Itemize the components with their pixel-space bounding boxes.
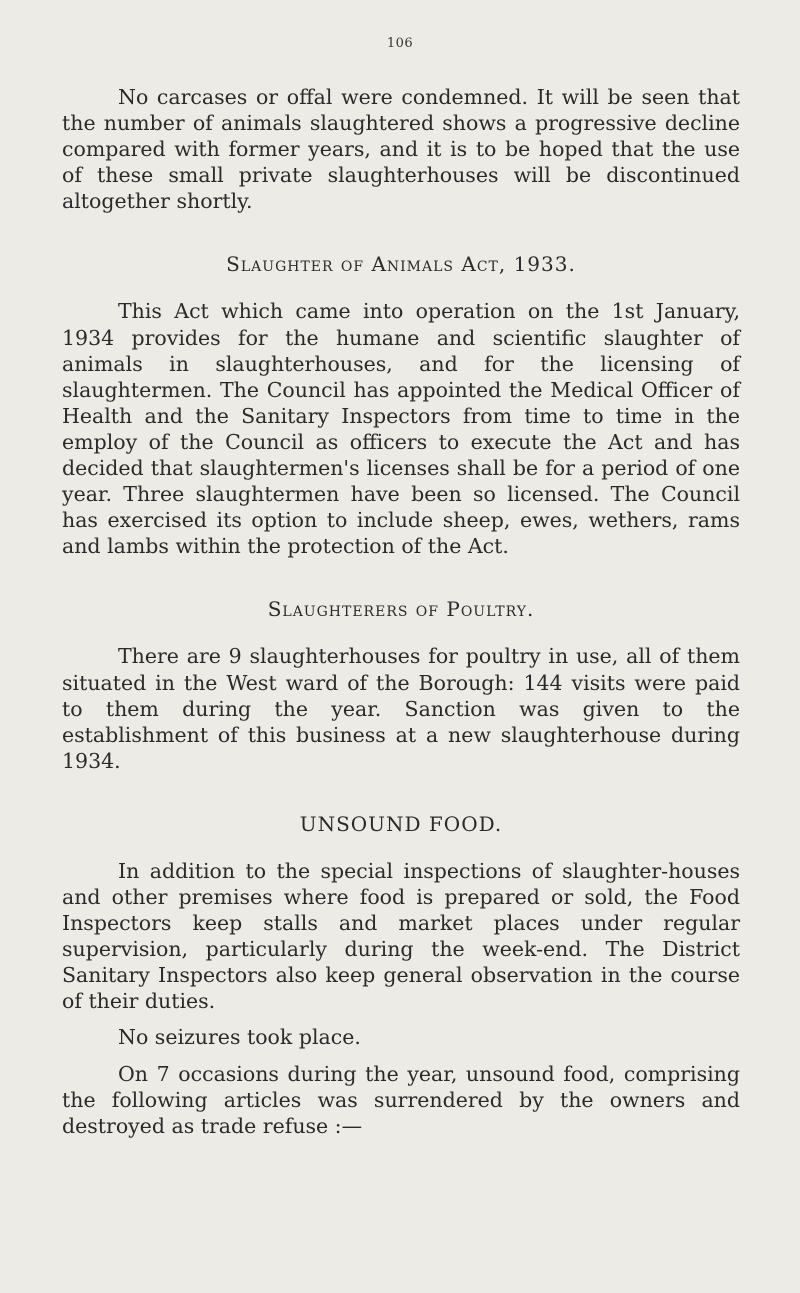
unsound-food-paragraph: In addition to the special inspections of slaughter-houses and other premises where food is prepared or sold, the Food Inspectors keep stalls and market places under regular supervision, particularly during the week-end. The District Sanitary Inspectors also keep general observation in the course of their duties. xyxy=(62,858,740,1014)
intro-paragraph: No carcases or offal were condemned. It will be seen that the number of animals slaughtered shows a progressive decline compared with former years, and it is to be hoped that the use of these small private slaughterhouses will be discontinued altogether shortly. xyxy=(62,85,740,214)
poultry-paragraph: There are 9 slaughterhouses for poultry in use, all of them situated in the West ward of the Borough: 144 visits were paid to them during the year. Sanction was given to the establishment of this business at a new slaughterhouse during 1934. xyxy=(62,644,740,773)
slaughter-act-paragraph: This Act which came into operation on the 1st January, 1934 provides for the humane and scientific slaughter of animals in slaughterhouses, and for the licensing of slaughtermen. The Council has appointed the Medical Officer of Health and the Sanitary Inspectors from time to time in the employ of the Council as officers to execute the Act and has decided that slaughtermen's licenses shall be for a period of one year. Three slaughtermen have been so licensed. The Council has exercised its option to include sheep, ewes, wethers, rams and lambs within the protection of the Act. xyxy=(62,299,740,559)
poultry-heading: Slaughterers of Poultry. xyxy=(267,597,535,622)
surrendered-food-paragraph: On 7 occasions during the year, unsound food, comprising the following articles was surrendered by the owners and destroyed as trade refuse :— xyxy=(62,1061,740,1138)
no-seizures-paragraph: No seizures took place. xyxy=(118,1025,361,1050)
slaughter-act-heading: Slaughter of Animals Act, 1933. xyxy=(226,252,576,277)
page-number: 106 xyxy=(386,36,414,51)
unsound-food-heading: UNSOUND FOOD. xyxy=(299,811,503,836)
page-content xyxy=(62,84,740,1139)
